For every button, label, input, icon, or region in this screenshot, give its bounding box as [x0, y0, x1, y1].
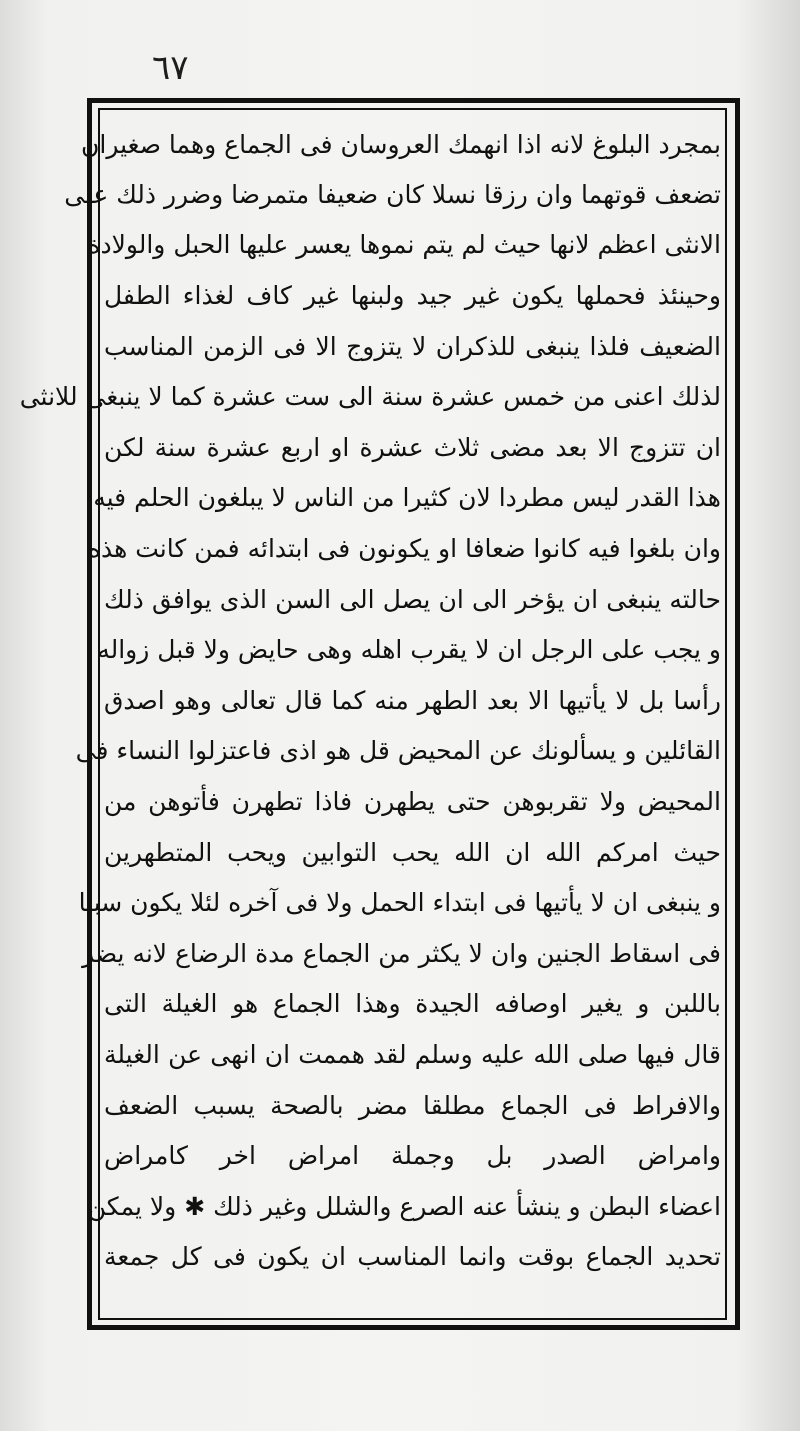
text-line: اعضاء البطن و ينشأ عنه الصرع والشلل وغير ذلك ✱ ولا يمكن: [87, 1192, 721, 1221]
text-line: المحيض ولا تقربوهن حتى يطهرن فاذا تطهرن فأتوهن من: [104, 787, 721, 816]
text-line: فى اسقاط الجنين وان لا يكثر من الجماع مدة الرضاع لانه يضر: [82, 939, 721, 968]
text-line: وامراض الصدر بل وجملة امراض اخر كامراض: [104, 1141, 721, 1170]
text-line: بمجرد البلوغ لانه اذا انهمك العروسان فى الجماع وهما صغيران: [81, 130, 721, 159]
text-line: حيث امركم الله ان الله يحب التوابين ويحب المتطهرين: [104, 838, 721, 867]
text-line: رأسا بل لا يأتيها الا بعد الطهر منه كما قال تعالى وهو اصدق: [104, 686, 721, 715]
text-line: باللبن و يغير اوصافه الجيدة وهذا الجماع هو الغيلة التى: [104, 989, 721, 1018]
text-line: والافراط فى الجماع مطلقا مضر بالصحة يسبب الضعف: [104, 1091, 721, 1120]
text-line: ان تتزوج الا بعد مضى ثلاث عشرة او اربع عشرة سنة لكن: [104, 433, 721, 462]
arabic-text-block: [19, 114, 721, 1314]
text-line: لذلك اعنى من خمس عشرة سنة الى ست عشرة كما لا ينبغى للانثى: [19, 382, 721, 411]
page-number: ٦٧: [152, 48, 189, 88]
text-line: القائلين و يسألونك عن المحيض قل هو اذى فاعتزلوا النساء فى: [75, 736, 721, 765]
text-line: وحينئذ فحملها يكون غير جيد ولبنها غير كاف لغذاء الطفل: [104, 281, 721, 310]
text-line: تضعف قوتهما وان رزقا نسلا كان ضعيفا متمرضا وضرر ذلك على: [64, 180, 721, 209]
text-line: الضعيف فلذا ينبغى للذكران لا يتزوج الا فى الزمن المناسب: [104, 332, 721, 361]
text-line: و يجب على الرجل ان لا يقرب اهله وهى حايض ولا قبل زواله: [97, 635, 721, 664]
text-line: هذا القدر ليس مطردا لان كثيرا من الناس لا يبلغون الحلم فيه: [93, 483, 721, 512]
text-line: و ينبغى ان لا يأتيها فى ابتداء الحمل ولا فى آخره لئلا يكون سببا: [78, 888, 721, 917]
text-line: وان بلغوا فيه كانوا ضعافا او يكونون فى ابتدائه فمن كانت هذه: [87, 534, 721, 563]
text-line: حالته ينبغى ان يؤخر الى ان يصل الى السن الذى يوافق ذلك: [104, 585, 721, 614]
text-line: قال فيها صلى الله عليه وسلم لقد هممت ان انهى عن الغيلة: [104, 1040, 721, 1069]
text-line: الانثى اعظم لانها حيث لم يتم نموها يعسر عليها الحبل والولادة: [87, 230, 721, 259]
text-line: تحديد الجماع بوقت وانما المناسب ان يكون فى كل جمعة: [104, 1242, 721, 1271]
